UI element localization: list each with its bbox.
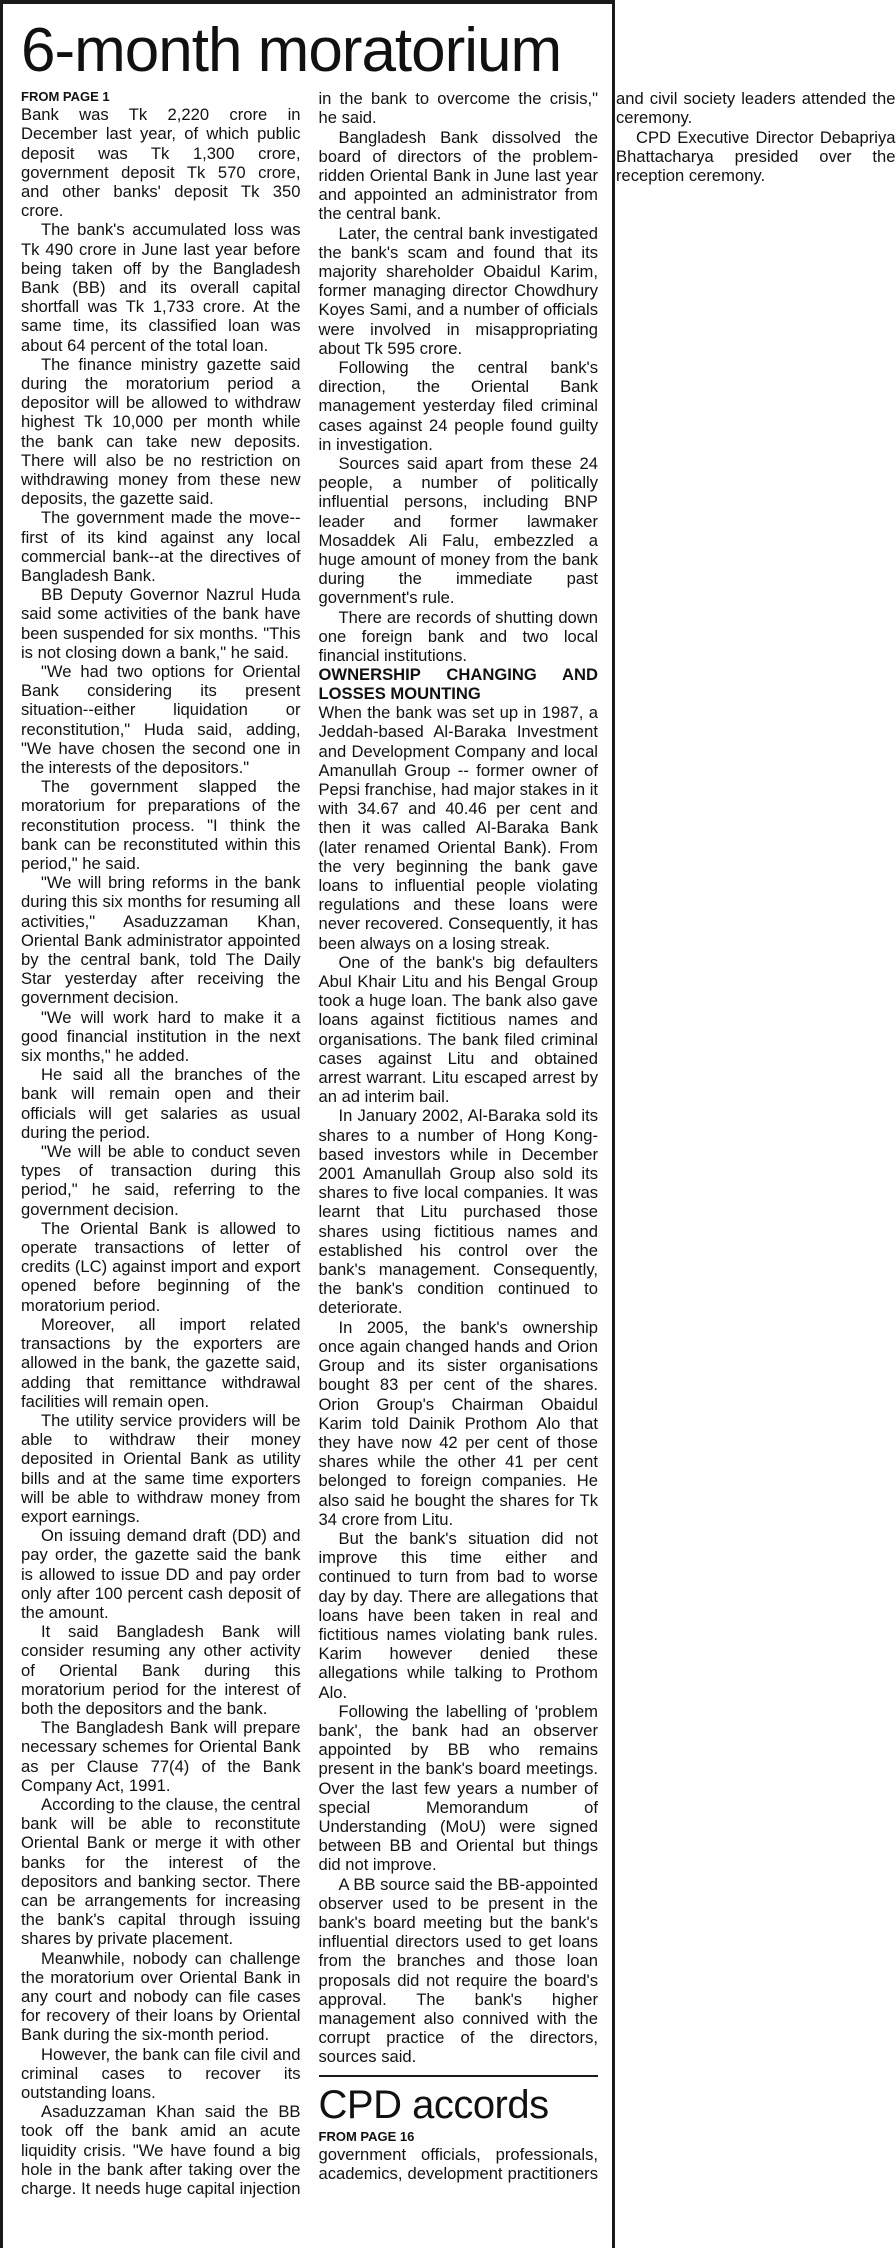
second-story-headline: CPD accords bbox=[319, 2075, 599, 2127]
paragraph: Sources said apart from these 24 people, a number of politically influential persons, including BNP leader and former lawmaker Mosaddek Ali Falu, embezzled a huge amount of money from the bank during the immediate past government's rule. bbox=[318, 453, 598, 608]
paragraph: The finance ministry gazette said during the moratorium period a depositor will be allowed to withdraw highest Tk 10,000 per month while the bank can take new deposits. There will also be no restriction on withdrawing money from these new deposits, the gazette said. bbox=[21, 354, 301, 509]
paragraph: "We will be able to conduct seven types of transaction during this period," he said, referring to the government decision. bbox=[21, 1142, 301, 1219]
paragraph: The government made the move--first of its kind against any local commercial bank--at the directives of Bangladesh Bank. bbox=[21, 508, 301, 585]
top-rule bbox=[3, 0, 612, 4]
paragraph: Following the central bank's direction, the Oriental Bank management yesterday filed criminal cases against 24 people found guilty in investigation. bbox=[318, 357, 598, 454]
paragraph: Bank was Tk 2,220 crore in December last year, of which public deposit was Tk 1,300 crore, government deposit Tk 570 crore, and other banks' deposit Tk 350 crore. bbox=[21, 105, 301, 221]
paragraph: One of the bank's big defaulters Abul Khair Litu and his Bengal Group took a huge loan. The bank also gave loans against fictitious names and organisations. The bank filed criminal cases against Litu and obtained arrest warrant. Litu escaped arrest by an ad interim bail. bbox=[318, 952, 598, 1107]
paragraph: "We will bring reforms in the bank during this six months for resuming all activities," Asaduzzaman Khan, Oriental Bank administrator appointed by the central bank, told The Daily Star yesterday after receiving the government decision. bbox=[21, 873, 301, 1008]
paragraph: But the bank's situation did not improve this time either and continued to turn from bad to worse day by day. There are allegations that loans have been taken in real and fictitious names violating bank rules. Karim however denied these allegations while talking to Prothom Alo. bbox=[318, 1528, 598, 1702]
paragraph: "We will work hard to make it a good financial institution in the next six months," he added. bbox=[21, 1007, 301, 1066]
paragraph: "We had two options for Oriental Bank considering its present situation--either liquidation or reconstitution," Huda said, adding, "We have chosen the second one in the interests of the depositors." bbox=[21, 661, 301, 777]
paragraph: In January 2002, Al-Baraka sold its shares to a number of Hong Kong-based investors while in December 2001 Amanullah Group also sold its shares to five local companies. It was learnt that Litu purchased those shares using fictitious names and established his control over the bank's management. Consequently, the bank's condition continued to deteriorate. bbox=[318, 1106, 598, 1318]
paragraph: Following the labelling of 'problem bank', the bank had an observer appointed by BB who remains present in the bank's board meetings. Over the last few years a number of special Memorandum of Understanding (MoU) were signed between BB and Oriental but things did not improve. bbox=[318, 1701, 598, 1875]
paragraph: There are records of shutting down one foreign bank and two local financial institutions. bbox=[318, 607, 598, 665]
paragraph: Later, the central bank investigated the bank's scam and found that its majority shareholder Obaidul Karim, former managing director Chowdhury Koyes Sami, and a number of officials were involved in misappropriating about Tk 595 crore. bbox=[318, 223, 598, 358]
paragraph: CPD Executive Director Debapriya Bhattacharya presided over the reception ceremony. bbox=[616, 127, 896, 185]
paragraph: He said all the branches of the bank will remain open and their officials will get salaries as usual during the period. bbox=[21, 1065, 301, 1142]
article-columns bbox=[21, 89, 896, 2209]
paragraph: Moreover, all import related transactions by the exporters are allowed in the bank, the gazette said, adding that remittance withdrawal facilities will remain open. bbox=[21, 1314, 301, 1411]
headline: 6-month moratorium bbox=[21, 16, 562, 85]
paragraph: In 2005, the bank's ownership once again changed hands and Orion Group and its sister organisations bought 83 per cent of the shares. Orion Group's Chairman Obaidul Karim told Dainik Prothom Alo that they have now 42 per cent of those shares while the other 41 per cent belonged to foreign companies. He also said he bought the shares for Tk 34 crore from Litu. bbox=[318, 1317, 598, 1529]
paragraph: When the bank was set up in 1987, a Jeddah-based Al-Baraka Investment and Development Company and local Amanullah Group -- former owner of Pepsi franchise, had major stakes in it with 34.67 and 40.46 per cent and then it was called Al-Baraka Bank (later renamed Oriental Bank). From the very beginning the bank gave loans to influential people violating regulations and these loans were never recovered. Consequently, it has been always on a losing streak. bbox=[318, 703, 598, 953]
paragraph: Bangladesh Bank dissolved the board of directors of the problem-ridden Oriental Bank in June last year and appointed an administrator from the central bank. bbox=[318, 127, 598, 224]
paragraph: BB Deputy Governor Nazrul Huda said some activities of the bank have been suspended for six months. "This is not closing down a bank," he said. bbox=[21, 585, 301, 662]
paragraph: According to the clause, the central bank will be able to reconstitute Oriental Bank or merge it with other banks for the interest of the depositors and banking sector. There can be arrangements for increasing the bank's capital through issuing shares by private placement. bbox=[21, 1794, 301, 1949]
subheading: OWNERSHIP CHANGING AND LOSSES MOUNTING bbox=[318, 665, 598, 704]
paragraph: However, the bank can file civil and criminal cases to recover its outstanding loans. bbox=[21, 2044, 301, 2103]
paragraph: government officials, professionals, academics, development practitioners and civil society leaders attended the ceremony. bbox=[318, 89, 896, 2183]
jump-line: FROM PAGE 1 bbox=[21, 89, 110, 105]
paragraph: It said Bangladesh Bank will consider resuming any other activity of Oriental Bank during this moratorium period for the interest of both the depositors and the bank. bbox=[21, 1622, 301, 1718]
paragraph: A BB source said the BB-appointed observer used to be present in the bank's board meeting but the bank's influential directors used to get loans from the branches and those loan proposals did not require the board's approval. The bank's higher management also connived with the corrupt practice of the directors, sources said. bbox=[318, 1874, 598, 2067]
paragraph: Meanwhile, nobody can challenge the moratorium over Oriental Bank in any court and nobody can file cases for recovery of their loans by Oriental Bank during the six-month period. bbox=[21, 1948, 301, 2045]
paragraph: The bank's accumulated loss was Tk 490 crore in June last year before being taken off by the Bangladesh Bank (BB) and its overall capital shortfall was Tk 1,733 crore. At the same time, its classified loan was about 64 percent of the total loan. bbox=[21, 220, 301, 355]
paragraph: The government slapped the moratorium for preparations of the reconstitution process. "I think the bank can be reconstituted within this period," he said. bbox=[21, 777, 301, 874]
paragraph: On issuing demand draft (DD) and pay order, the gazette said the bank is allowed to issue DD and pay order only after 100 percent cash deposit of the amount. bbox=[21, 1526, 301, 1622]
paragraph: The Oriental Bank is allowed to operate transactions of letter of credits (LC) against import and export opened before beginning of the moratorium period. bbox=[21, 1218, 301, 1315]
paragraph: Asaduzzaman Khan said the BB took off the bank amid an acute liquidity crisis. "We have found a big hole in the bank after taking over the charge. It needs huge capital injection in the bank to overcome the crisis," he said. bbox=[21, 89, 598, 2199]
paragraph: The utility service providers will be able to withdraw their money deposited in Oriental Bank as utility bills and at the same time exporters will be able to withdraw money from export earnings. bbox=[21, 1410, 301, 1526]
jump-line: FROM PAGE 16 bbox=[318, 2128, 415, 2144]
paragraph: The Bangladesh Bank will prepare necessary schemes for Oriental Bank as per Clause 77(4) of the Bank Company Act, 1991. bbox=[21, 1718, 301, 1795]
